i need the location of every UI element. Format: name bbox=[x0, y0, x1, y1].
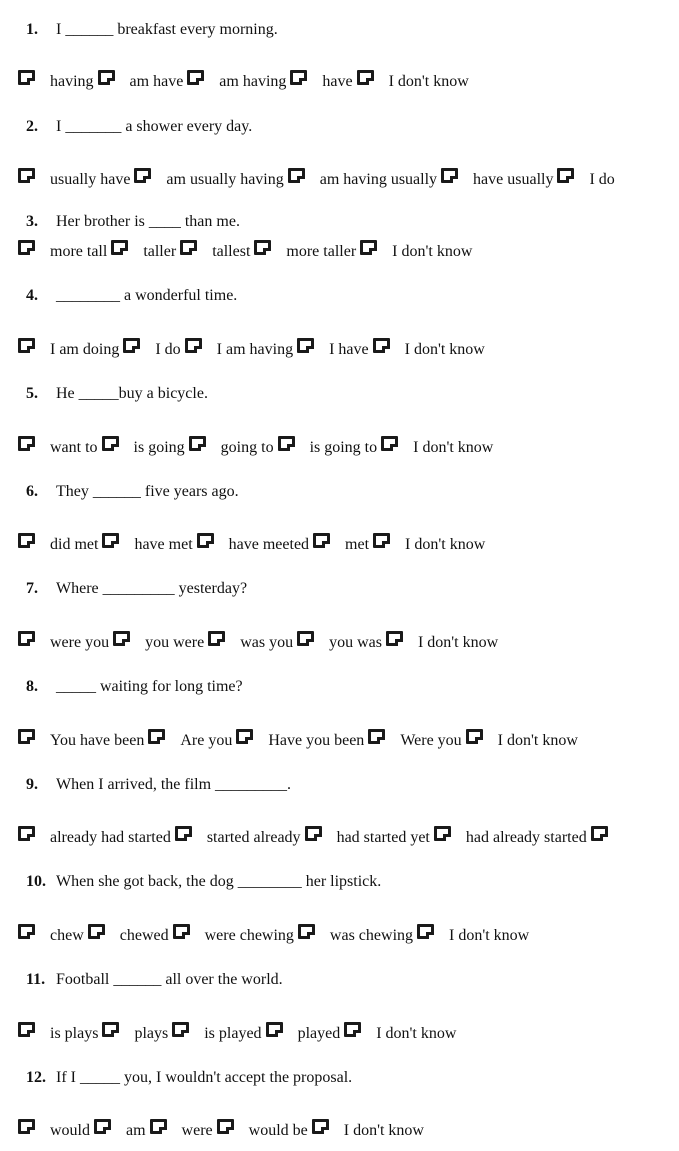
question-text: _____ waiting for long time? bbox=[56, 678, 243, 695]
option-label: chew bbox=[50, 927, 84, 944]
checkbox-icon[interactable] bbox=[236, 729, 253, 744]
checkbox-icon[interactable] bbox=[18, 338, 35, 353]
option-label: was chewing bbox=[329, 927, 414, 944]
answer-option[interactable] bbox=[360, 242, 472, 262]
answer-option[interactable] bbox=[18, 1121, 90, 1141]
option-label: want to bbox=[50, 439, 98, 456]
question-5 bbox=[26, 384, 208, 404]
checkbox-icon[interactable] bbox=[298, 924, 315, 939]
option-label: I don't know bbox=[343, 1122, 424, 1139]
checkbox-icon[interactable] bbox=[134, 168, 151, 183]
answer-option[interactable] bbox=[208, 633, 293, 653]
option-label: had started yet bbox=[336, 829, 430, 846]
option-label: is going bbox=[133, 439, 185, 456]
answer-option[interactable] bbox=[373, 535, 485, 555]
option-label: I am having bbox=[216, 341, 294, 358]
option-label: am usually having bbox=[166, 171, 284, 188]
checkbox-icon[interactable] bbox=[254, 240, 271, 255]
option-label: more taller bbox=[286, 243, 357, 260]
answer-option[interactable] bbox=[123, 340, 180, 360]
option-label: going to bbox=[220, 439, 274, 456]
option-label: I do bbox=[155, 341, 181, 358]
checkbox-icon[interactable] bbox=[357, 70, 374, 85]
checkbox-icon[interactable] bbox=[18, 168, 35, 183]
checkbox-icon[interactable] bbox=[18, 70, 35, 85]
checkbox-icon[interactable] bbox=[102, 1022, 119, 1037]
answer-option[interactable] bbox=[113, 633, 204, 653]
option-label: met bbox=[345, 536, 370, 553]
checkbox-icon[interactable] bbox=[150, 1119, 167, 1134]
answer-option[interactable] bbox=[18, 242, 107, 262]
answer-option[interactable] bbox=[18, 340, 119, 360]
checkbox-icon[interactable] bbox=[18, 631, 35, 646]
checkbox-icon[interactable] bbox=[185, 338, 202, 353]
checkbox-icon[interactable] bbox=[208, 631, 225, 646]
question-number: 12. bbox=[26, 1069, 46, 1086]
options-row bbox=[18, 438, 497, 458]
question-7 bbox=[26, 579, 247, 599]
option-label: have bbox=[322, 73, 353, 90]
answer-option[interactable] bbox=[180, 242, 250, 262]
option-label: I don't know bbox=[376, 1025, 457, 1042]
option-label: is going to bbox=[309, 439, 378, 456]
option-label: usually have bbox=[50, 171, 131, 188]
checkbox-icon[interactable] bbox=[111, 240, 128, 255]
option-label: I have bbox=[329, 341, 369, 358]
answer-option[interactable] bbox=[185, 340, 293, 360]
question-number: 9. bbox=[26, 776, 38, 793]
answer-option[interactable] bbox=[134, 170, 283, 190]
option-label: chewed bbox=[119, 927, 169, 944]
checkbox-icon[interactable] bbox=[18, 533, 35, 548]
option-label: would bbox=[50, 1122, 90, 1139]
question-text: ________ a wonderful time. bbox=[56, 287, 238, 304]
checkbox-icon[interactable] bbox=[18, 826, 35, 841]
question-8 bbox=[26, 677, 243, 697]
options-row bbox=[18, 340, 489, 360]
option-label: were bbox=[181, 1122, 213, 1139]
option-label: I don't know bbox=[449, 927, 530, 944]
answer-option[interactable] bbox=[305, 828, 430, 848]
answer-option[interactable] bbox=[313, 535, 369, 555]
answer-option[interactable] bbox=[102, 535, 192, 555]
answer-option[interactable] bbox=[266, 1024, 341, 1044]
checkbox-icon[interactable] bbox=[102, 533, 119, 548]
options-row bbox=[18, 1121, 428, 1141]
checkbox-icon[interactable] bbox=[312, 1119, 329, 1134]
option-label: I don't know bbox=[388, 73, 469, 90]
question-number: 11. bbox=[26, 971, 46, 988]
checkbox-icon[interactable] bbox=[297, 338, 314, 353]
answer-option[interactable] bbox=[386, 633, 498, 653]
question-text: If I _____ you, I wouldn't accept the proposal. bbox=[56, 1069, 353, 1086]
checkbox-icon[interactable] bbox=[148, 729, 165, 744]
checkbox-icon[interactable] bbox=[18, 436, 35, 451]
answer-option[interactable] bbox=[102, 1024, 168, 1044]
options-row bbox=[18, 170, 619, 190]
checkbox-icon[interactable] bbox=[88, 924, 105, 939]
question-number: 5. bbox=[26, 385, 38, 402]
question-number: 3. bbox=[26, 213, 38, 230]
answer-option[interactable] bbox=[18, 1024, 98, 1044]
answer-option[interactable] bbox=[187, 72, 286, 92]
question-1 bbox=[26, 20, 278, 40]
options-row bbox=[18, 1024, 460, 1044]
option-label: plays bbox=[134, 1025, 169, 1042]
checkbox-icon[interactable] bbox=[381, 436, 398, 451]
option-label: am having usually bbox=[319, 171, 438, 188]
answer-option[interactable] bbox=[434, 828, 587, 848]
question-11 bbox=[26, 970, 283, 990]
option-label: I am doing bbox=[50, 341, 120, 358]
checkbox-icon[interactable] bbox=[313, 533, 330, 548]
options-row bbox=[18, 828, 627, 848]
option-label: I don't know bbox=[404, 341, 485, 358]
option-label: I don't know bbox=[417, 634, 499, 651]
option-label: played bbox=[297, 1025, 341, 1042]
checkbox-icon[interactable] bbox=[102, 436, 119, 451]
checkbox-icon[interactable] bbox=[591, 826, 608, 841]
options-row bbox=[18, 633, 502, 653]
option-label: am having bbox=[219, 73, 287, 90]
question-12 bbox=[26, 1068, 352, 1088]
answer-option[interactable] bbox=[217, 1121, 308, 1141]
option-label: would be bbox=[248, 1122, 308, 1139]
answer-option[interactable] bbox=[312, 1121, 424, 1141]
option-label: am bbox=[126, 1122, 146, 1139]
checkbox-icon[interactable] bbox=[94, 1119, 111, 1134]
question-number: 10. bbox=[26, 873, 46, 890]
question-number: 2. bbox=[26, 118, 38, 135]
checkbox-icon[interactable] bbox=[278, 436, 295, 451]
option-label: you was bbox=[329, 634, 382, 651]
answer-option[interactable] bbox=[173, 926, 294, 946]
answer-option[interactable] bbox=[441, 170, 553, 190]
checkbox-icon[interactable] bbox=[466, 729, 483, 744]
option-label: am have bbox=[129, 73, 184, 90]
option-label: You have been bbox=[50, 732, 145, 749]
question-number: 7. bbox=[26, 580, 38, 597]
option-label: were you bbox=[50, 634, 110, 651]
answer-option[interactable] bbox=[381, 438, 493, 458]
checkbox-icon[interactable] bbox=[386, 631, 403, 646]
answer-option[interactable] bbox=[148, 731, 232, 751]
answer-option[interactable] bbox=[591, 831, 623, 846]
answer-option[interactable] bbox=[98, 72, 184, 92]
answer-option[interactable] bbox=[150, 1121, 213, 1141]
question-text: Where _________ yesterday? bbox=[56, 580, 248, 597]
checkbox-icon[interactable] bbox=[113, 631, 130, 646]
question-text: When I arrived, the film _________. bbox=[56, 776, 292, 793]
question-number: 6. bbox=[26, 483, 38, 500]
checkbox-icon[interactable] bbox=[18, 1119, 35, 1134]
option-label: I don't know bbox=[413, 439, 494, 456]
option-label: I do bbox=[589, 171, 615, 188]
answer-option[interactable] bbox=[236, 731, 364, 751]
checkbox-icon[interactable] bbox=[288, 168, 305, 183]
options-row bbox=[18, 926, 533, 946]
question-4 bbox=[26, 286, 237, 306]
answer-option[interactable] bbox=[88, 926, 169, 946]
answer-option[interactable] bbox=[175, 828, 301, 848]
answer-option[interactable] bbox=[18, 926, 84, 946]
answer-option[interactable] bbox=[297, 633, 382, 653]
question-text: When she got back, the dog ________ her lipstick. bbox=[56, 873, 382, 890]
option-label: more tall bbox=[50, 243, 108, 260]
question-text: He _____buy a bicycle. bbox=[56, 385, 208, 402]
checkbox-icon[interactable] bbox=[373, 533, 390, 548]
options-row bbox=[18, 242, 476, 262]
question-number: 1. bbox=[26, 21, 38, 38]
question-text: They ______ five years ago. bbox=[56, 483, 239, 500]
answer-option[interactable] bbox=[290, 72, 352, 92]
option-label: is plays bbox=[50, 1025, 99, 1042]
option-label: you were bbox=[145, 634, 205, 651]
options-row bbox=[18, 72, 473, 92]
answer-option[interactable] bbox=[278, 438, 378, 458]
checkbox-icon[interactable] bbox=[368, 729, 385, 744]
option-label: having bbox=[50, 73, 94, 90]
checkbox-icon[interactable] bbox=[18, 729, 35, 744]
answer-option[interactable] bbox=[298, 926, 413, 946]
answer-option[interactable] bbox=[466, 731, 578, 751]
checkbox-icon[interactable] bbox=[18, 240, 35, 255]
option-label: I don't know bbox=[392, 243, 473, 260]
option-label: have usually bbox=[473, 171, 554, 188]
checkbox-icon[interactable] bbox=[360, 240, 377, 255]
answer-option[interactable] bbox=[197, 535, 309, 555]
question-text: Her brother is ____ than me. bbox=[56, 213, 240, 230]
checkbox-icon[interactable] bbox=[441, 168, 458, 183]
question-9 bbox=[26, 775, 291, 795]
answer-option[interactable] bbox=[18, 170, 130, 190]
question-number: 8. bbox=[26, 678, 38, 695]
checkbox-icon[interactable] bbox=[217, 1119, 234, 1134]
option-label: I don't know bbox=[497, 732, 578, 749]
option-label: tallest bbox=[212, 243, 251, 260]
option-label: Were you bbox=[400, 732, 462, 749]
answer-option[interactable] bbox=[18, 633, 109, 653]
answer-option[interactable] bbox=[344, 1024, 456, 1044]
question-2 bbox=[26, 117, 252, 137]
answer-option[interactable] bbox=[94, 1121, 146, 1141]
option-label: is played bbox=[204, 1025, 262, 1042]
answer-option[interactable] bbox=[172, 1024, 261, 1044]
checkbox-icon[interactable] bbox=[417, 924, 434, 939]
checkbox-icon[interactable] bbox=[189, 436, 206, 451]
option-label: was you bbox=[240, 634, 294, 651]
checkbox-icon[interactable] bbox=[187, 70, 204, 85]
checkbox-icon[interactable] bbox=[305, 826, 322, 841]
checkbox-icon[interactable] bbox=[173, 924, 190, 939]
question-6 bbox=[26, 482, 239, 502]
checkbox-icon[interactable] bbox=[18, 924, 35, 939]
checkbox-icon[interactable] bbox=[197, 533, 214, 548]
question-number: 4. bbox=[26, 287, 38, 304]
option-label: were chewing bbox=[204, 927, 294, 944]
answer-option[interactable] bbox=[417, 926, 529, 946]
options-row bbox=[18, 535, 489, 555]
option-label: have met bbox=[134, 536, 193, 553]
option-label: did met bbox=[50, 536, 99, 553]
checkbox-icon[interactable] bbox=[18, 1022, 35, 1037]
answer-option[interactable] bbox=[102, 438, 185, 458]
question-text: Football ______ all over the world. bbox=[56, 971, 283, 988]
checkbox-icon[interactable] bbox=[434, 826, 451, 841]
checkbox-icon[interactable] bbox=[266, 1022, 283, 1037]
checkbox-icon[interactable] bbox=[373, 338, 390, 353]
checkbox-icon[interactable] bbox=[180, 240, 197, 255]
answer-option[interactable] bbox=[288, 170, 437, 190]
answer-option[interactable] bbox=[254, 242, 356, 262]
option-label: already had started bbox=[50, 829, 171, 846]
option-label: I don't know bbox=[405, 536, 486, 553]
answer-option[interactable] bbox=[189, 438, 274, 458]
checkbox-icon[interactable] bbox=[98, 70, 115, 85]
option-label: have meeted bbox=[228, 536, 310, 553]
options-row bbox=[18, 731, 582, 751]
checkbox-icon[interactable] bbox=[290, 70, 307, 85]
option-label: Are you bbox=[180, 732, 233, 749]
option-label: Have you been bbox=[268, 732, 365, 749]
option-label: had already started bbox=[465, 829, 587, 846]
answer-option[interactable] bbox=[373, 340, 485, 360]
answer-option[interactable] bbox=[18, 535, 98, 555]
checkbox-icon[interactable] bbox=[175, 826, 192, 841]
answer-option[interactable] bbox=[357, 72, 469, 92]
question-text: I ______ breakfast every morning. bbox=[56, 21, 278, 38]
checkbox-icon[interactable] bbox=[172, 1022, 189, 1037]
answer-option[interactable] bbox=[18, 731, 144, 751]
checkbox-icon[interactable] bbox=[557, 168, 574, 183]
question-text: I _______ a shower every day. bbox=[56, 118, 253, 135]
checkbox-icon[interactable] bbox=[123, 338, 140, 353]
option-label: started already bbox=[206, 829, 301, 846]
option-label: taller bbox=[143, 243, 177, 260]
answer-option[interactable] bbox=[557, 170, 614, 190]
answer-option[interactable] bbox=[18, 72, 94, 92]
question-10 bbox=[26, 872, 381, 892]
answer-option[interactable] bbox=[111, 242, 176, 262]
answer-option[interactable] bbox=[18, 828, 171, 848]
checkbox-icon[interactable] bbox=[344, 1022, 361, 1037]
answer-option[interactable] bbox=[18, 438, 98, 458]
answer-option[interactable] bbox=[297, 340, 369, 360]
checkbox-icon[interactable] bbox=[297, 631, 314, 646]
answer-option[interactable] bbox=[368, 731, 461, 751]
question-3 bbox=[26, 212, 240, 232]
